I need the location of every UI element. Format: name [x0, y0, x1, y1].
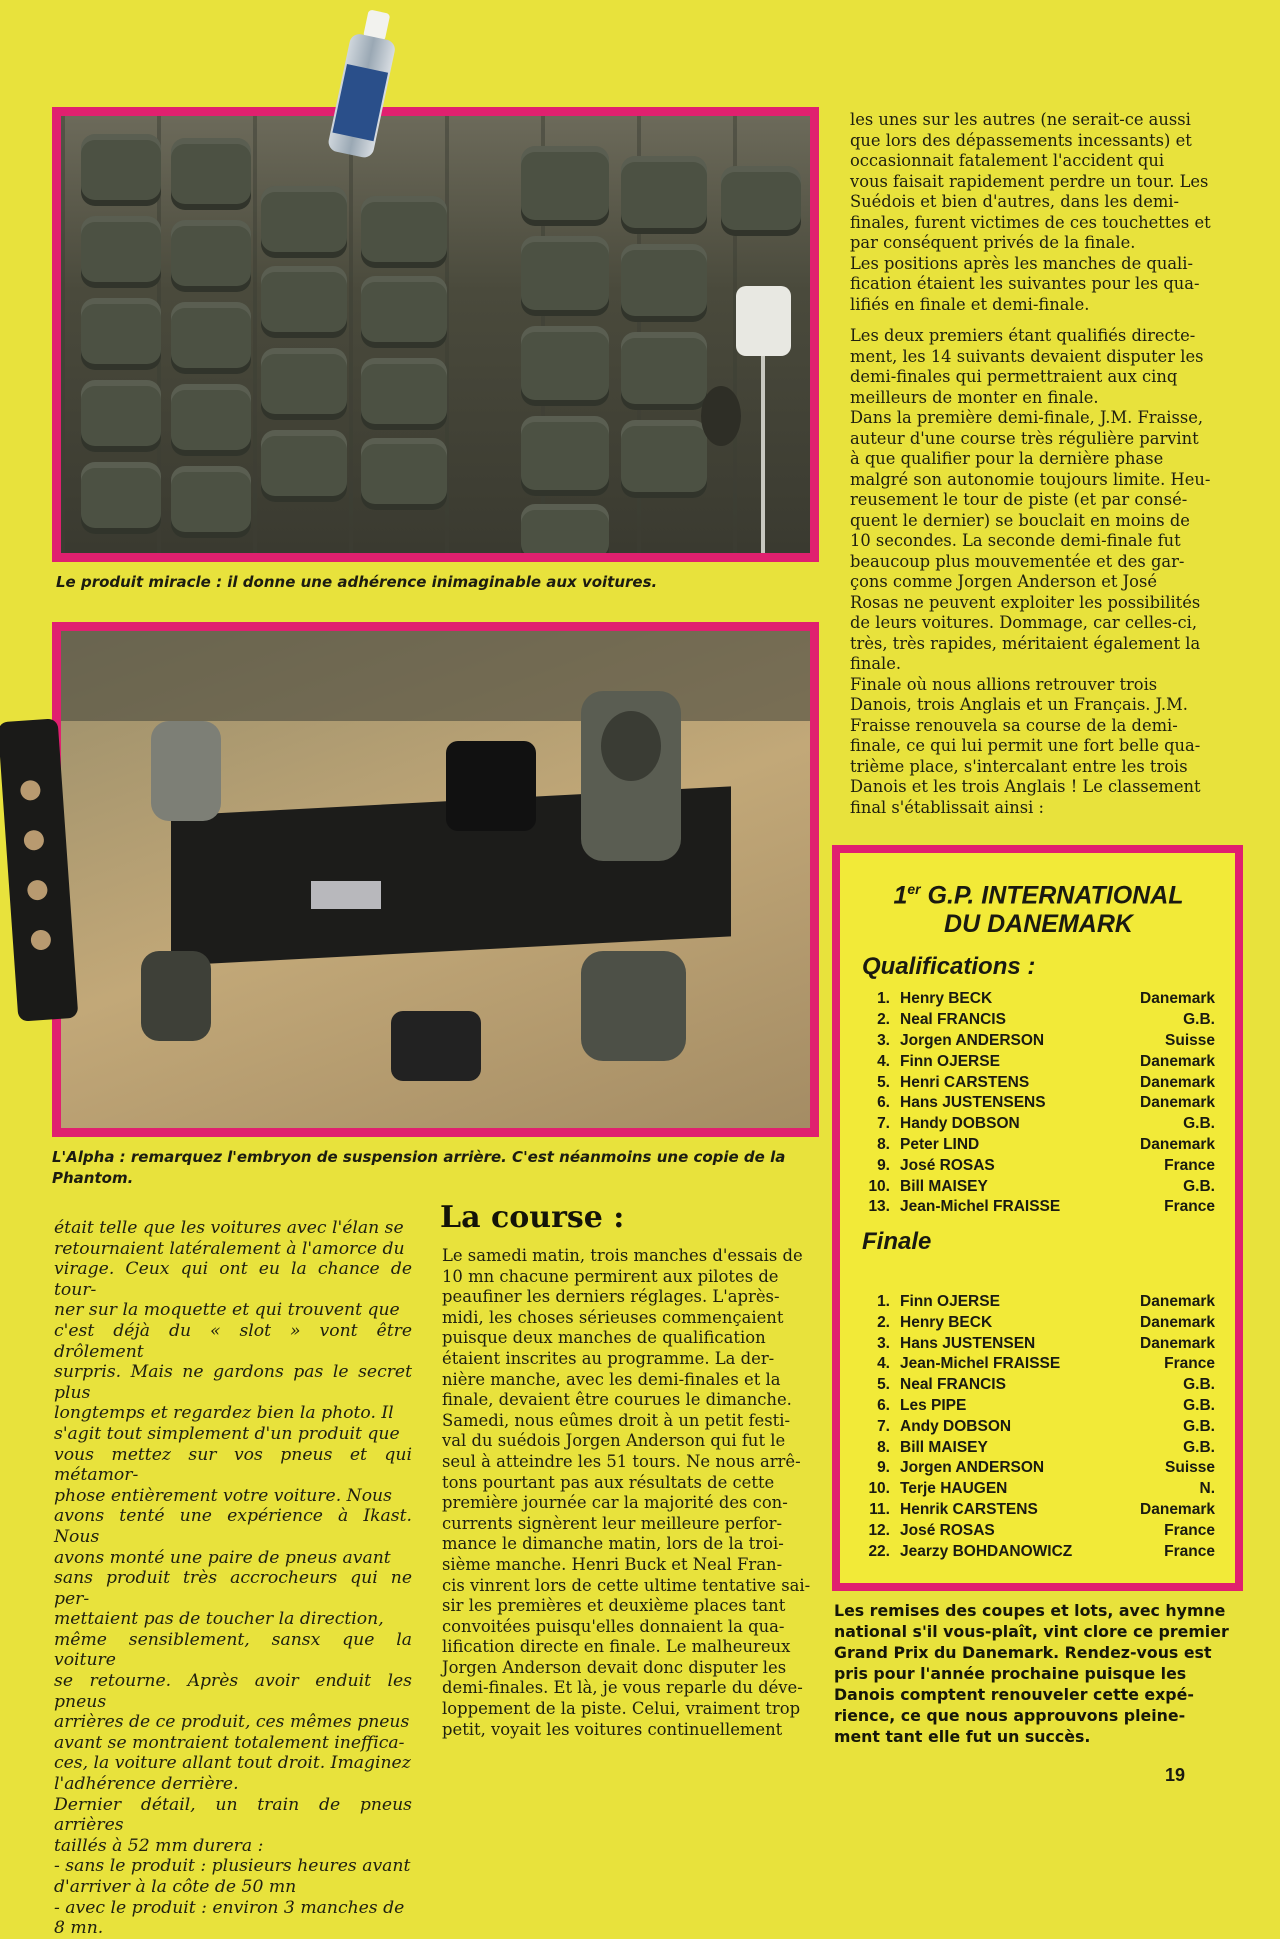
qualifications-list	[862, 989, 1215, 1218]
text-line: ces, la voiture allant tout droit. Imaginez	[54, 1753, 411, 1774]
result-country: G.B.	[1183, 1177, 1215, 1195]
closing-line: Grand Prix du Danemark. Rendez-vous est	[834, 1643, 1212, 1662]
result-row	[862, 1197, 1215, 1218]
text-line: Rosas ne peuvent exploiter les possibilités	[850, 592, 1201, 612]
result-country: Suisse	[1165, 1459, 1215, 1477]
result-row	[862, 1114, 1215, 1135]
result-rank: 1.	[877, 1293, 890, 1311]
text-line: étaient inscrites au programme. La der-	[442, 1348, 775, 1368]
text-line: c'est déjà du « slot » vont être drôlement	[54, 1320, 412, 1362]
result-name: Henri CARSTENS	[900, 1073, 1030, 1091]
result-country: Danemark	[1140, 1135, 1215, 1153]
text-line: que lors des dépassements incessants) et	[850, 130, 1192, 150]
result-row	[862, 1031, 1215, 1052]
text-line: d'arriver à la côte de 50 mn	[54, 1877, 297, 1897]
photo-tires-caption: Le produit miracle : il donne une adhérence inimaginable aux voitures.	[56, 573, 658, 591]
result-country: G.B.	[1183, 1376, 1215, 1394]
text-line: Fraisse renouvela sa course de la demi-	[850, 715, 1178, 735]
result-rank: 2.	[877, 1011, 890, 1029]
text-line: sans produit très accrocheurs qui ne per-	[54, 1568, 412, 1609]
result-rank: 22.	[868, 1542, 890, 1560]
text-line: 8 mn.	[54, 1918, 104, 1939]
result-name: Jearzy BOHDANOWICZ	[900, 1542, 1073, 1560]
closing-line: rience, ce que nous approuvons pleine-	[834, 1706, 1186, 1725]
text-line: avons tenté une expérience à Ikast. Nous	[54, 1506, 412, 1547]
result-country: Danemark	[1140, 1052, 1215, 1070]
text-line: très, très rapides, méritaient également la	[850, 633, 1201, 653]
text-line: Danois et les trois Anglais ! Le classement	[850, 777, 1201, 796]
result-country: Danemark	[1140, 1313, 1215, 1331]
text-line: convoitées puisqu'elles donnaient la qua-	[442, 1616, 785, 1636]
result-row	[862, 1375, 1215, 1396]
text-line: Samedi, nous eûmes droit à un petit festi-	[442, 1410, 791, 1430]
text-line: Jorgen Anderson devait donc disputer les	[442, 1657, 787, 1677]
text-line: surpris. Mais ne gardons pas le secret plus	[54, 1362, 412, 1403]
result-country: France	[1164, 1355, 1215, 1373]
result-name: Jorgen ANDERSON	[900, 1031, 1045, 1049]
result-name: Finn OJERSE	[900, 1052, 1000, 1070]
text-line: ner sur la moquette et qui trouvent que	[54, 1300, 400, 1321]
text-line: mance le dimanche matin, lors de la troi-	[442, 1534, 784, 1554]
result-row	[862, 1438, 1215, 1459]
closing-line: pris pour l'année prochaine puisque les	[834, 1664, 1187, 1683]
result-rank: 10.	[868, 1177, 890, 1195]
result-country: Danemark	[1140, 1073, 1215, 1091]
result-country: G.B.	[1183, 1417, 1215, 1435]
text-line: petit, voyait les voitures continuellement	[442, 1719, 783, 1739]
result-row	[862, 1542, 1215, 1563]
text-line: vous faisait rapidement perdre un tour. Les	[850, 171, 1209, 191]
result-country: Danemark	[1140, 1094, 1215, 1112]
result-rank: 4.	[877, 1355, 890, 1373]
text-line: nière manche, avec les demi-finales et la	[442, 1369, 781, 1389]
text-line: val du suédois Jorgen Anderson qui fut le	[442, 1431, 786, 1451]
result-country: France	[1164, 1156, 1215, 1174]
text-line: mettaient pas de toucher la direction,	[54, 1609, 384, 1630]
result-row	[862, 989, 1215, 1010]
text-line: s'agit tout simplement d'un produit que	[54, 1423, 400, 1444]
result-name: Jean-Michel FRAISSE	[900, 1355, 1061, 1373]
finale-heading: Finale	[862, 1228, 932, 1256]
result-name: Henrik CARSTENS	[900, 1501, 1038, 1519]
result-rank: 3.	[877, 1031, 890, 1049]
result-rank: 7.	[877, 1115, 890, 1133]
text-line: çons comme Jorgen Anderson et José	[850, 572, 1157, 591]
photo-tires-frame	[52, 107, 819, 562]
result-rank: 5.	[877, 1376, 890, 1394]
result-country: Suisse	[1165, 1031, 1215, 1049]
result-rank: 7.	[877, 1417, 890, 1435]
photo-chassis-frame	[52, 622, 819, 1137]
closing-line: Danois comptent renouveler cette expé-	[834, 1685, 1194, 1704]
result-rank: 9.	[877, 1156, 890, 1174]
text-line: par conséquent privés de la finale.	[850, 233, 1136, 252]
result-row	[862, 1135, 1215, 1156]
result-rank: 4.	[877, 1052, 890, 1070]
text-line: phose entièrement votre voiture. Nous	[54, 1485, 392, 1506]
text-line: vous mettez sur vos pneus et qui métamor-	[54, 1444, 412, 1486]
closing-line: Les remises des coupes et lots, avec hymne	[834, 1601, 1226, 1620]
result-rank: 3.	[877, 1334, 890, 1352]
result-row	[862, 1417, 1215, 1438]
result-name: Handy DOBSON	[900, 1115, 1020, 1133]
result-row	[862, 1093, 1215, 1114]
text-line: trième place, s'intercalant entre les trois	[850, 756, 1188, 776]
result-rank: 13.	[868, 1198, 890, 1216]
text-line: finales, furent victimes de ces touchettes et	[850, 212, 1211, 232]
paragraph-gap	[850, 315, 1222, 326]
text-line: avons monté une paire de pneus avant	[54, 1547, 391, 1568]
photo-chassis-caption-line2: Phantom.	[52, 1169, 134, 1187]
text-line: était telle que les voitures avec l'élan se	[54, 1218, 404, 1238]
text-line: virage. Ceux qui ont eu la chance de tour-	[54, 1259, 412, 1300]
result-country: France	[1164, 1198, 1215, 1216]
text-line: midi, les choses sérieuses commençaient	[442, 1307, 784, 1327]
result-rank: 9.	[877, 1459, 890, 1477]
result-row	[862, 1052, 1215, 1073]
text-line: Dans la première demi-finale, J.M. Fraisse,	[850, 408, 1204, 427]
text-line: - avec le produit : environ 3 manches de	[54, 1897, 405, 1918]
qualifications-heading: Qualifications :	[862, 953, 1036, 981]
result-rank: 2.	[877, 1313, 890, 1331]
text-line: puisque deux manches de qualification	[442, 1328, 766, 1348]
text-line: taillés à 52 mm durera :	[54, 1835, 264, 1856]
text-line: meilleurs de monter en finale.	[850, 387, 1099, 407]
text-line: demi-finales. Et là, je vous reparle du déve-	[442, 1678, 803, 1698]
result-rank: 10.	[868, 1480, 890, 1498]
page-number: 19	[1164, 1765, 1185, 1785]
text-line: tons pourtant pas aux résultats de cette	[442, 1472, 775, 1492]
result-rank: 6.	[877, 1094, 890, 1112]
text-line: les unes sur les autres (ne serait-ce aussi	[850, 110, 1191, 129]
result-name: José ROSAS	[900, 1156, 995, 1174]
results-title-number: 1	[893, 881, 908, 910]
result-country: Danemark	[1140, 1501, 1215, 1519]
text-line: sième manche. Henri Buck et Neal Fran-	[442, 1554, 783, 1574]
closing-line: ment tant elle fut un succès.	[834, 1727, 1091, 1746]
result-row	[862, 1521, 1215, 1542]
text-line: de leurs voitures. Dommage, car celles-ci,	[850, 613, 1198, 632]
result-name: Hans JUSTENSEN	[900, 1334, 1036, 1352]
result-name: Jorgen ANDERSON	[900, 1459, 1045, 1477]
text-line: peaufiner les derniers réglages. L'après-	[442, 1287, 780, 1307]
text-line: Les deux premiers étant qualifiés directe-	[850, 326, 1196, 345]
result-row	[862, 1292, 1215, 1313]
result-name: Henry BECK	[900, 990, 993, 1008]
result-name: Jean-Michel FRAISSE	[900, 1198, 1061, 1216]
result-rank: 12.	[868, 1521, 890, 1539]
result-row	[862, 1073, 1215, 1094]
result-row	[862, 1354, 1215, 1375]
result-row	[862, 1313, 1215, 1334]
text-line: reusement le tour de piste (et par consé-	[850, 490, 1188, 509]
result-row	[862, 1479, 1215, 1500]
text-line: ment, les 14 suivants devaient disputer les	[850, 346, 1204, 366]
text-line: lifiés en finale et demi-finale.	[850, 294, 1090, 314]
results-title-line2: DU DANEMARK	[944, 910, 1133, 939]
result-row	[862, 1458, 1215, 1479]
result-rank: 8.	[877, 1438, 890, 1456]
result-name: Peter LIND	[900, 1135, 980, 1153]
text-line: quent le dernier) se bouclait en moins de	[850, 510, 1190, 530]
result-row	[862, 1500, 1215, 1521]
result-country: France	[1164, 1521, 1215, 1539]
result-country: Danemark	[1140, 1293, 1215, 1311]
text-line: demi-finales qui permettraient aux cinq	[850, 367, 1178, 386]
results-title-sup: er	[907, 881, 921, 897]
result-name: Les PIPE	[900, 1397, 967, 1415]
result-country: Danemark	[1140, 990, 1215, 1008]
result-country: G.B.	[1183, 1397, 1215, 1415]
column-middle-text	[442, 1246, 812, 1740]
text-line: retournaient latéralement à l'amorce du	[54, 1238, 405, 1259]
photo-chassis-caption-line1: L'Alpha : remarquez l'embryon de suspension arrière. C'est néanmoins une copie de la	[52, 1148, 786, 1166]
result-row	[862, 1396, 1215, 1417]
result-name: José ROSAS	[900, 1521, 995, 1539]
section-heading-la-course: La course :	[440, 1200, 625, 1235]
text-line: longtemps et regardez bien la photo. Il	[54, 1403, 394, 1424]
result-name: Bill MAISEY	[900, 1438, 988, 1456]
column-left-text	[54, 1218, 412, 1939]
result-country: G.B.	[1183, 1438, 1215, 1456]
text-line: Suédois et bien d'autres, dans les demi-	[850, 192, 1179, 211]
result-name: Andy DOBSON	[900, 1417, 1012, 1435]
result-name: Neal FRANCIS	[900, 1011, 1006, 1029]
text-line: à que qualifier pour la dernière phase	[850, 449, 1164, 468]
text-line: final s'établissait ainsi :	[850, 797, 1044, 817]
result-rank: 8.	[877, 1135, 890, 1153]
result-country: France	[1164, 1542, 1215, 1560]
text-line: Finale où nous allions retrouver trois	[850, 674, 1158, 694]
text-line: sir les premières et deuxième places tant	[442, 1596, 786, 1616]
text-line: seul à atteindre les 51 tours. Ne nous arrê-	[442, 1451, 801, 1471]
text-line: finale, devaient être courues le dimanche.	[442, 1390, 792, 1410]
text-line: Danois, trois Anglais et un Français. J.M.	[850, 695, 1188, 714]
text-line: même sensiblement, sansx que la voiture	[54, 1629, 412, 1671]
text-line: cis vinrent lors de cette ultime tentative sai-	[442, 1575, 811, 1595]
result-row	[862, 1177, 1215, 1198]
text-line: finale, ce qui lui permit une fort belle qua-	[850, 736, 1201, 755]
result-name: Hans JUSTENSENS	[900, 1094, 1046, 1112]
result-name: Henry BECK	[900, 1313, 993, 1331]
result-rank: 6.	[877, 1397, 890, 1415]
text-line: currents signèrent leur meilleure perfor-	[442, 1513, 783, 1533]
result-row	[862, 1010, 1215, 1031]
result-name: Bill MAISEY	[900, 1177, 988, 1195]
photo-chassis-caption	[52, 1147, 822, 1189]
text-line: l'adhérence derrière.	[54, 1774, 239, 1795]
result-country: G.B.	[1183, 1011, 1215, 1029]
text-line: 10 mn chacune permirent aux pilotes de	[442, 1266, 779, 1286]
text-line: loppement de la piste. Celui, vraiment trop	[442, 1699, 801, 1719]
text-line: malgré son autonomie toujours limite. Heu-	[850, 469, 1211, 489]
column-right-text	[850, 110, 1222, 818]
result-country: Danemark	[1140, 1334, 1215, 1352]
text-line: arrières de ce produit, ces mêmes pneus	[54, 1712, 410, 1733]
text-line: première journée car la majorité des con-	[442, 1493, 788, 1513]
result-rank: 1.	[877, 990, 890, 1008]
text-line: avant se montraient totalement inefficа-	[54, 1732, 405, 1753]
photo-tires	[61, 116, 810, 553]
text-line: 10 secondes. La seconde demi-finale fut	[850, 531, 1181, 550]
text-line: - sans le produit : plusieurs heures avant	[54, 1856, 411, 1877]
result-name: Finn OJERSE	[900, 1293, 1000, 1311]
finale-list	[862, 1292, 1215, 1562]
result-row	[862, 1334, 1215, 1355]
text-line: finale.	[850, 654, 902, 673]
closing-paragraph	[834, 1600, 1244, 1747]
result-row	[862, 1156, 1215, 1177]
text-line: Le samedi matin, trois manches d'essais de	[442, 1246, 803, 1265]
closing-line: national s'il vous-plaît, vint clore ce premier	[834, 1622, 1229, 1641]
result-name: Terje HAUGEN	[900, 1480, 1008, 1498]
results-box	[832, 845, 1243, 1591]
results-title-text: G.P. INTERNATIONAL	[920, 881, 1184, 910]
text-line: auteur d'une course très régulière parvint	[850, 428, 1199, 448]
results-title	[862, 875, 1215, 939]
text-line: se retourne. Après avoir enduit les pneus	[54, 1671, 412, 1712]
text-line: Les positions après les manches de quali-	[850, 253, 1193, 273]
result-country: G.B.	[1183, 1115, 1215, 1133]
text-line: occasionnait fatalement l'accident qui	[850, 151, 1165, 170]
result-country: N.	[1199, 1480, 1215, 1498]
result-rank: 5.	[877, 1073, 890, 1091]
result-rank: 11.	[869, 1501, 890, 1519]
text-line: fication étaient les suivantes pour les qua-	[850, 274, 1200, 293]
text-line: beaucoup plus mouvementée et des gar-	[850, 551, 1185, 571]
result-name: Neal FRANCIS	[900, 1376, 1006, 1394]
text-line: lification directe en finale. Le malheureux	[442, 1637, 791, 1657]
photo-chassis	[61, 631, 810, 1128]
text-line: Dernier détail, un train de pneus arrières	[54, 1794, 412, 1836]
